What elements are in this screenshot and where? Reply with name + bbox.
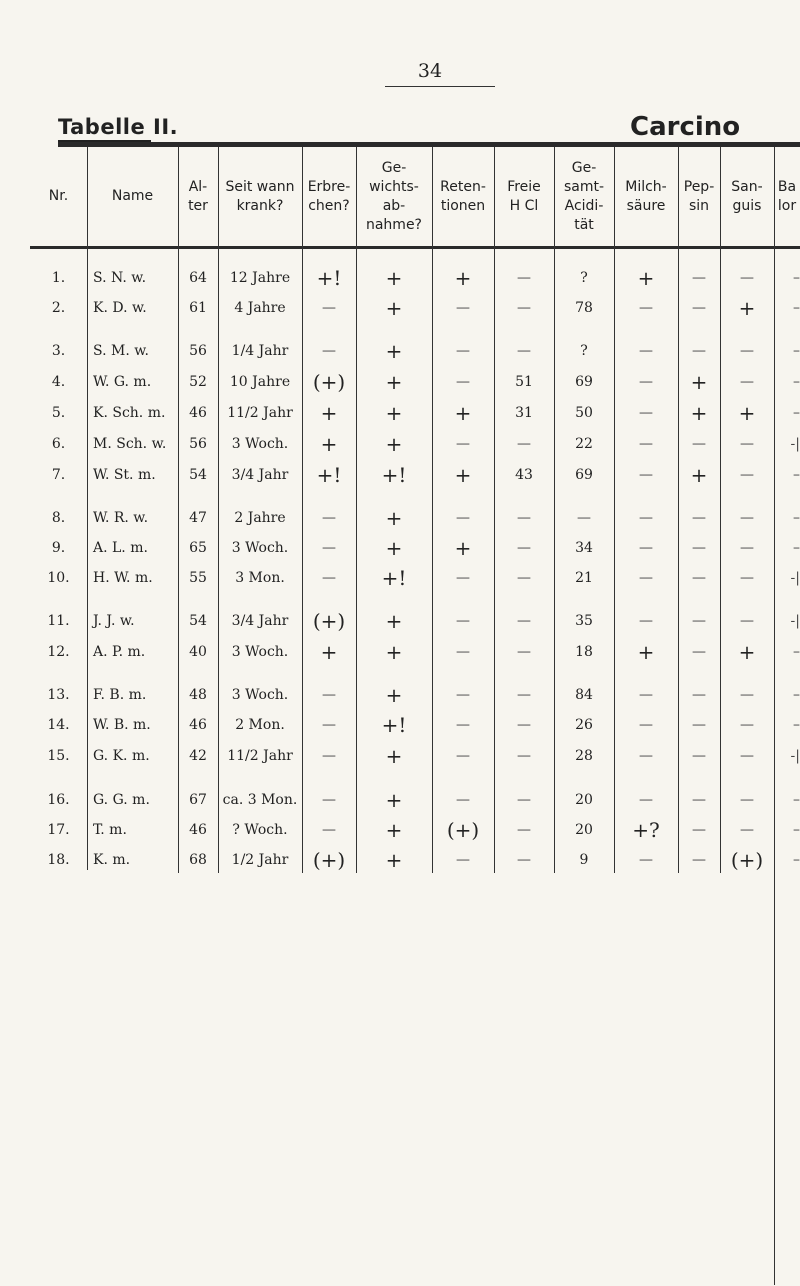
running-head: Carcino <box>630 112 741 142</box>
table-cell: 54 <box>189 613 207 629</box>
table-cell: 46 <box>189 717 207 733</box>
table-cell: — <box>456 644 470 660</box>
table-cell: 20 <box>575 822 593 838</box>
table-cell: + <box>385 432 403 456</box>
table-cell: — <box>740 613 754 629</box>
name-cell: T. m. <box>93 822 127 838</box>
table-cell: – <box>793 540 800 556</box>
table-cell: – <box>793 343 800 359</box>
table-cell: 64 <box>189 270 207 286</box>
table-cell: — <box>639 748 653 764</box>
table-cell: 11/2 Jahr <box>227 405 293 421</box>
name-cell: W. B. m. <box>93 717 151 733</box>
row-number-cell: 1. <box>51 270 66 286</box>
table-cell: — <box>517 822 531 838</box>
table-cell: 12 Jahre <box>229 270 291 286</box>
table-cell: 56 <box>189 436 207 452</box>
table-cell: — <box>456 343 470 359</box>
table-cell: 48 <box>189 687 207 703</box>
column-header: Name <box>111 188 154 204</box>
table-cell: — <box>456 374 470 390</box>
name-cell: H. W. m. <box>93 570 153 586</box>
table-cell: + <box>454 536 472 560</box>
table-cell: — <box>692 343 706 359</box>
table-cell: 3/4 Jahr <box>231 613 289 629</box>
table-cell: — <box>517 570 531 586</box>
table-cell: – <box>793 510 800 526</box>
table-cell: + <box>385 744 403 768</box>
name-cell: A. L. m. <box>93 540 148 556</box>
table-cell: ca. 3 Mon. <box>222 792 298 808</box>
table-cell: — <box>322 300 336 316</box>
table-cell: — <box>692 644 706 660</box>
row-number-cell: 8. <box>51 510 66 526</box>
row-number-cell: 6. <box>51 436 66 452</box>
name-cell: M. Sch. w. <box>93 436 167 452</box>
table-cell: + <box>690 463 708 487</box>
table-cell: 56 <box>189 343 207 359</box>
table-cell: 78 <box>575 300 593 316</box>
name-cell: S. N. w. <box>93 270 147 286</box>
table-cell: — <box>322 717 336 733</box>
table-cell: + <box>454 463 472 487</box>
column-header: Freie H Cl <box>507 178 541 214</box>
row-number-cell: 15. <box>47 748 70 764</box>
table-cell: — <box>322 570 336 586</box>
table-cell: 34 <box>575 540 593 556</box>
table-cell: 9 <box>579 852 589 868</box>
table-cell: + <box>738 296 756 320</box>
table-cell: (+) <box>312 609 346 633</box>
column-header: Milch- säure <box>625 178 667 214</box>
table-cell: — <box>639 405 653 421</box>
table-cell: 31 <box>515 405 533 421</box>
table-cell: + <box>320 640 338 664</box>
column-header: Pep- sin <box>683 178 715 214</box>
row-number-cell: 16. <box>47 792 70 808</box>
row-number-cell: 18. <box>47 852 70 868</box>
table-cell: — <box>740 717 754 733</box>
table-cell: -| <box>790 748 800 764</box>
table-cell: — <box>639 510 653 526</box>
name-cell: K. Sch. m. <box>93 405 166 421</box>
table-cell: + <box>454 401 472 425</box>
table-cell: 35 <box>575 613 593 629</box>
table-cell: — <box>692 792 706 808</box>
table-cell: — <box>639 374 653 390</box>
table-cell: + <box>385 818 403 842</box>
table-cell: + <box>385 370 403 394</box>
table-cell: — <box>639 687 653 703</box>
table-cell: -| <box>790 613 800 629</box>
table-cell: 47 <box>189 510 207 526</box>
table-cell: 3/4 Jahr <box>231 467 289 483</box>
row-number-cell: 10. <box>47 570 70 586</box>
table-cell: + <box>385 609 403 633</box>
table-cell: +! <box>381 566 407 590</box>
table-cell: — <box>740 374 754 390</box>
table-cell: — <box>740 270 754 286</box>
table-cell: (+) <box>730 848 764 872</box>
table-cell: — <box>322 792 336 808</box>
column-header: San- guis <box>731 178 763 214</box>
table-cell: + <box>385 848 403 872</box>
table-cell: — <box>692 300 706 316</box>
table-cell: — <box>322 748 336 764</box>
column-header: Ge- samt- Acidi- tät <box>563 159 605 233</box>
table-cell: — <box>639 300 653 316</box>
column-header: Ge- wichts- ab- nahme? <box>365 159 422 233</box>
table-cell: — <box>692 510 706 526</box>
row-number-cell: 11. <box>47 613 70 629</box>
table-cell: — <box>740 540 754 556</box>
table-cell: + <box>385 788 403 812</box>
table-cell: + <box>690 401 708 425</box>
table-cell: +? <box>632 818 660 842</box>
table-cell: + <box>690 370 708 394</box>
table-cell: — <box>456 613 470 629</box>
table-cell: 67 <box>189 792 207 808</box>
table-cell: ? Woch. <box>232 822 288 838</box>
table-cell: — <box>692 822 706 838</box>
table-cell: 2 Jahre <box>234 510 286 526</box>
table-cell: — <box>456 687 470 703</box>
table-cell: 51 <box>515 374 533 390</box>
table-cell: (+) <box>446 818 480 842</box>
table-cell: — <box>517 748 531 764</box>
table-cell: – <box>793 717 800 733</box>
table-cell: — <box>639 436 653 452</box>
table-cell: — <box>322 510 336 526</box>
table-caption: Tabelle II. <box>58 115 179 139</box>
column-header: Nr. <box>48 188 69 204</box>
table-cell: + <box>385 536 403 560</box>
table-cell: — <box>740 510 754 526</box>
row-number-cell: 5. <box>51 405 66 421</box>
table-cell: 46 <box>189 405 207 421</box>
table-cell: 46 <box>189 822 207 838</box>
table-cell: — <box>517 644 531 660</box>
table-cell: 61 <box>189 300 207 316</box>
table-cell: 69 <box>575 467 593 483</box>
row-number-cell: 14. <box>47 717 70 733</box>
table-cell: 54 <box>189 467 207 483</box>
table-cell: + <box>385 266 403 290</box>
column-header: Al- ter <box>188 178 208 214</box>
table-cell: — <box>692 613 706 629</box>
table-cell: (+) <box>312 370 346 394</box>
table-cell: — <box>692 570 706 586</box>
table-cell: — <box>517 852 531 868</box>
name-cell: W. R. w. <box>93 510 149 526</box>
table-cell: 84 <box>575 687 593 703</box>
table-cell: +! <box>381 713 407 737</box>
table-cell: — <box>639 570 653 586</box>
table-cell: — <box>740 436 754 452</box>
table-cell: — <box>322 540 336 556</box>
table-cell: 3 Woch. <box>231 687 289 703</box>
table-cell: — <box>456 300 470 316</box>
table-cell: — <box>456 436 470 452</box>
table-cell: + <box>385 640 403 664</box>
table-cell: — <box>456 510 470 526</box>
table-cell: — <box>517 540 531 556</box>
table-cell: 21 <box>575 570 593 586</box>
name-cell: K. m. <box>93 852 131 868</box>
row-number-cell: 7. <box>51 467 66 483</box>
table-cell: — <box>692 270 706 286</box>
table-cell: — <box>517 687 531 703</box>
table-cell: – <box>793 792 800 808</box>
table-cell: — <box>740 467 754 483</box>
table-cell: – <box>793 467 800 483</box>
table-cell: -| <box>790 570 800 586</box>
table-cell: + <box>320 401 338 425</box>
table-cell: — <box>517 792 531 808</box>
column-header: Ba lor <box>777 178 797 214</box>
name-cell: F. B. m. <box>93 687 147 703</box>
table-cell: + <box>738 401 756 425</box>
table-cell: — <box>740 343 754 359</box>
table-cell: — <box>456 570 470 586</box>
table-cell: — <box>456 852 470 868</box>
table-cell: + <box>385 296 403 320</box>
table-cell: 3 Woch. <box>231 644 289 660</box>
table-cell: 18 <box>575 644 593 660</box>
table-cell: — <box>692 852 706 868</box>
table-cell: – <box>793 644 800 660</box>
table-cell: 22 <box>575 436 593 452</box>
table-cell: 40 <box>189 644 207 660</box>
table-cell: ? <box>580 343 588 359</box>
table-cell: – <box>793 374 800 390</box>
name-cell: J. J. w. <box>93 613 135 629</box>
name-cell: S. M. w. <box>93 343 149 359</box>
table-cell: – <box>793 822 800 838</box>
table-cell: + <box>637 266 655 290</box>
table-cell: 26 <box>575 717 593 733</box>
table-cell: 52 <box>189 374 207 390</box>
table-cell: — <box>740 687 754 703</box>
table-cell: 3 Woch. <box>231 436 289 452</box>
table-cell: + <box>637 640 655 664</box>
table-cell: + <box>385 506 403 530</box>
table-cell: — <box>517 343 531 359</box>
table-cell: — <box>639 852 653 868</box>
column-header: Erbre- chen? <box>307 178 351 214</box>
table-cell: +! <box>316 463 342 487</box>
table-cell: — <box>517 270 531 286</box>
table-cell: — <box>639 792 653 808</box>
table-cell: 65 <box>189 540 207 556</box>
table-cell: + <box>738 640 756 664</box>
name-cell: K. D. w. <box>93 300 147 316</box>
table-cell: 4 Jahre <box>234 300 286 316</box>
name-cell: G. K. m. <box>93 748 150 764</box>
table-cell: 69 <box>575 374 593 390</box>
column-header: Reten- tionen <box>440 178 486 214</box>
table-cell: – <box>793 270 800 286</box>
row-number-cell: 4. <box>51 374 66 390</box>
table-cell: (+) <box>312 848 346 872</box>
table-cell: — <box>639 540 653 556</box>
row-number-cell: 12. <box>47 644 70 660</box>
table-cell: + <box>320 432 338 456</box>
name-cell: W. St. m. <box>93 467 156 483</box>
table-cell: 43 <box>515 467 533 483</box>
table-header-rule <box>30 246 800 249</box>
table-cell: + <box>385 339 403 363</box>
table-cell: 10 Jahre <box>229 374 291 390</box>
table-cell: 55 <box>189 570 207 586</box>
table-cell: + <box>385 401 403 425</box>
table-cell: — <box>322 822 336 838</box>
table-cell: — <box>517 436 531 452</box>
table-cell: — <box>456 792 470 808</box>
table-cell: – <box>793 300 800 316</box>
table-cell: — <box>517 717 531 733</box>
table-cell: — <box>692 717 706 733</box>
table-cell: — <box>639 467 653 483</box>
row-number-cell: 2. <box>51 300 66 316</box>
table-cell: 2 Mon. <box>235 717 285 733</box>
table-cell: + <box>454 266 472 290</box>
table-cell: – <box>793 687 800 703</box>
table-cell: 11/2 Jahr <box>227 748 293 764</box>
row-number-cell: 3. <box>51 343 66 359</box>
row-number-cell: 13. <box>47 687 70 703</box>
table-cell: +! <box>316 266 342 290</box>
table-cell: — <box>740 570 754 586</box>
table-cell: — <box>517 613 531 629</box>
table-cell: — <box>639 343 653 359</box>
table-cell: 1/4 Jahr <box>231 343 289 359</box>
column-header: Seit wann krank? <box>225 178 295 214</box>
name-cell: A. P. m. <box>93 644 146 660</box>
name-cell: W. G. m. <box>93 374 152 390</box>
table-cell: + <box>385 683 403 707</box>
table-cell: — <box>322 343 336 359</box>
table-cell: 42 <box>189 748 207 764</box>
table-cell: — <box>577 510 591 526</box>
table-cell: — <box>692 436 706 452</box>
table-cell: — <box>456 748 470 764</box>
table-cell: — <box>322 687 336 703</box>
table-cell: 28 <box>575 748 593 764</box>
table-cell: ? <box>580 270 588 286</box>
table-cell: – <box>793 405 800 421</box>
table-cell: — <box>740 748 754 764</box>
table-cell: 3 Mon. <box>235 570 285 586</box>
table-cell: — <box>639 613 653 629</box>
table-cell: 3 Woch. <box>231 540 289 556</box>
table-cell: 50 <box>575 405 593 421</box>
table-cell: — <box>740 792 754 808</box>
table-cell: — <box>456 717 470 733</box>
table-cell: — <box>692 687 706 703</box>
table-cell: — <box>740 822 754 838</box>
table-cell: -| <box>790 436 800 452</box>
table-cell: — <box>692 540 706 556</box>
table-cell: — <box>517 510 531 526</box>
table-cell: — <box>692 748 706 764</box>
table-cell: — <box>639 717 653 733</box>
table-cell: — <box>517 300 531 316</box>
table-cell: 1/2 Jahr <box>231 852 289 868</box>
name-cell: G. G. m. <box>93 792 150 808</box>
page-number: 34 <box>417 60 443 82</box>
table-cell: 20 <box>575 792 593 808</box>
row-number-cell: 9. <box>51 540 66 556</box>
table-cell: 68 <box>189 852 207 868</box>
row-number-cell: 17. <box>47 822 70 838</box>
page-number-rule <box>385 86 495 87</box>
table-cell: – <box>793 852 800 868</box>
table-cell: +! <box>381 463 407 487</box>
